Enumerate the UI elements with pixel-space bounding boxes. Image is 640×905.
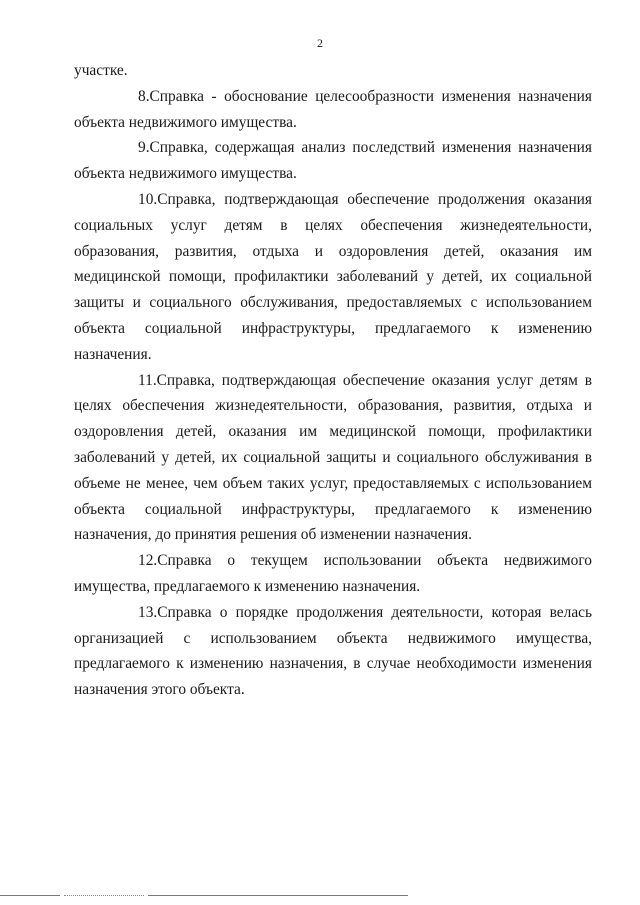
list-item-10 <box>74 187 592 368</box>
scan-edge-line <box>64 895 144 897</box>
item-number: 10. <box>138 190 158 208</box>
scan-edge-line <box>0 895 60 896</box>
item-number: 11. <box>138 371 157 389</box>
item-text: Справка, подтверждающая обеспечение оказания услуг детям в целях обеспечения жизнедеятельности, образования, развития, отдыха и оздоровления детей, оказания им медицинской помощи, профилактики заболеваний у детей, их социальной защиты и социального обслуживания в объеме не менее, чем объем таких услуг, предоставляемых с использованием объекта социальной инфраструктуры, предлагаемого к изменению назначения, до принятия решения об изменении назначения. <box>74 371 592 544</box>
list-item-11 <box>74 368 592 549</box>
item-text: Справка о текущем использовании объекта недвижимого имущества, предлагаемого к изменению назначения. <box>74 552 592 595</box>
item-number: 8. <box>138 87 150 105</box>
item-number: 9. <box>138 139 150 157</box>
item-text: Справка, подтверждающая обеспечение продолжения оказания социальных услуг детям в целях обеспечения жизнедеятельности, образования, развития, отдыха и оздоровления детей, оказания им медицинской помощи, профилактики заболеваний у детей, их социальной защиты и социального обслуживания, предоставляемых с использованием объекта социальной инфраструктуры, предлагаемого к изменению назначения. <box>74 190 592 363</box>
scan-edge-line <box>148 895 408 896</box>
list-item-9 <box>74 135 592 187</box>
list-item-8 <box>74 84 592 136</box>
item-number: 13. <box>138 603 158 621</box>
continuation-text: участке. <box>74 62 128 79</box>
item-text: Справка, содержащая анализ последствий изменения назначения объекта недвижимого имущества. <box>74 139 592 183</box>
list-item-12 <box>74 548 592 600</box>
page-number: 2 <box>317 36 323 50</box>
item-text: Справка о порядке продолжения деятельности, которая велась организацией с использованием объекта недвижимого имущества, предлагаемого к изменению назначения, в случае необходимости изменения назначения этого объекта. <box>74 603 592 699</box>
list-item-13 <box>74 600 592 703</box>
document-body <box>74 58 592 703</box>
item-number: 12. <box>138 552 158 570</box>
item-text: Справка - обоснование целесообразности изменения назначения объекта недвижимого имущества. <box>74 87 592 131</box>
